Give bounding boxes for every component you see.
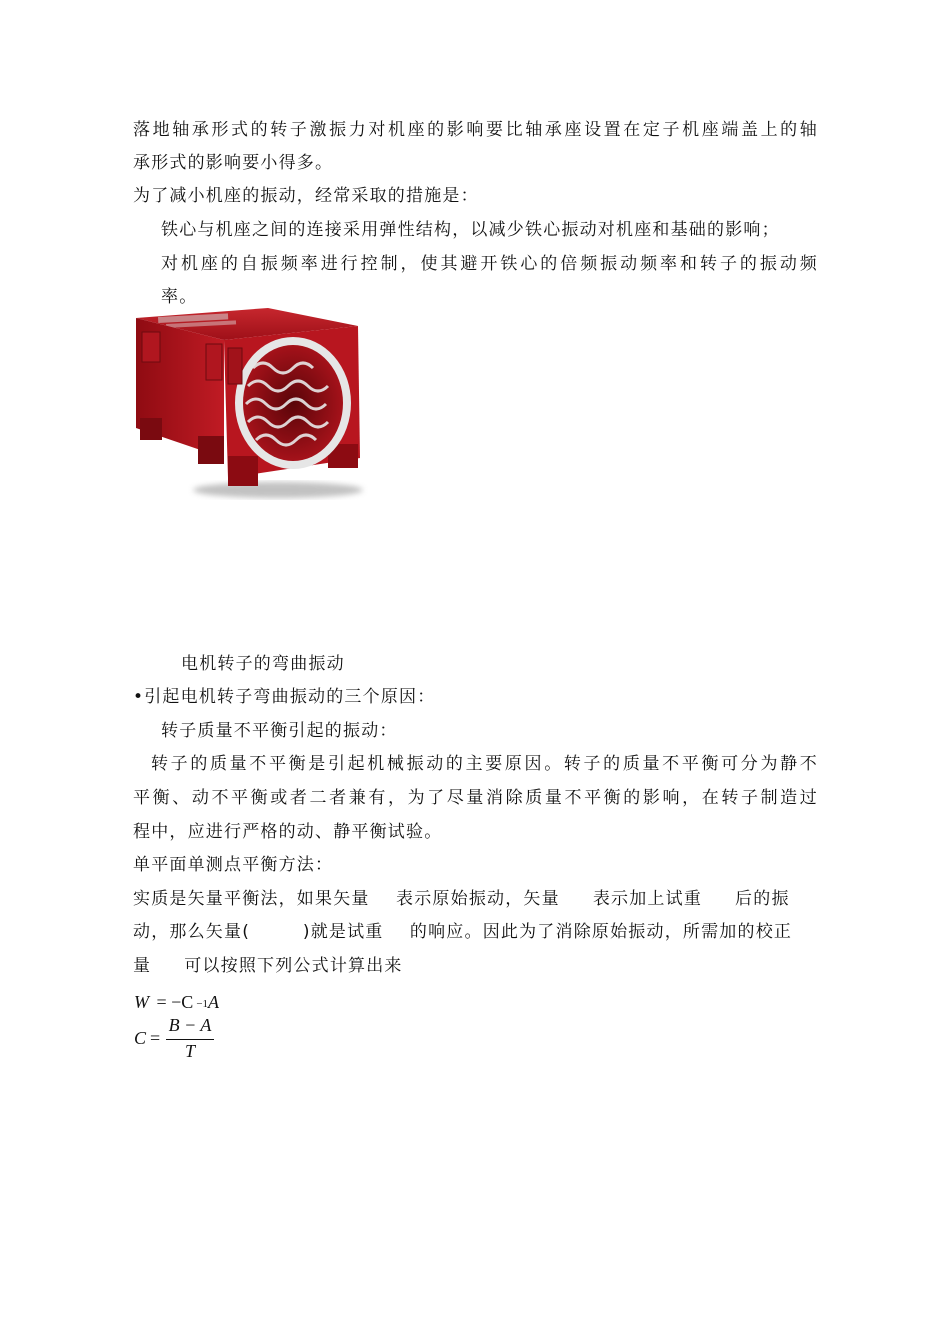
- paragraph-2: 为了减小机座的振动，经常采取的措施是：: [133, 186, 479, 206]
- paragraph-9-line-2: 动，那么矢量( )就是试重 的响应。因此为了消除原始振动，所需加的校正: [133, 922, 793, 942]
- section-heading: 电机转子的弯曲振动: [181, 654, 345, 674]
- paragraph-9-line-3: 量 可以按照下列公式计算出来: [133, 956, 403, 976]
- formula-1-left: W: [134, 992, 149, 1012]
- motor-frame-icon: [128, 308, 368, 500]
- formula-2-left: C: [134, 1028, 147, 1048]
- formula-2-numerator: B − A: [168, 1015, 212, 1035]
- paragraph-7-line-2: 平衡、动不平衡或者二者兼有，为了尽量消除质量不平衡的影响，在转子制造过: [133, 788, 818, 808]
- paragraph-9-line-1: 实质是矢量平衡法，如果矢量 表示原始振动，矢量 表示加上试重 后的振: [133, 889, 790, 909]
- formula-1-eq: = −C: [156, 992, 194, 1012]
- paragraph-1-line-1: 落地轴承形式的转子激振力对机座的影响要比轴承座设置在定子机座端盖上的轴: [133, 120, 818, 140]
- paragraph-3: 铁心与机座之间的连接采用弹性结构，以减少铁心振动对机座和基础的影响；: [161, 220, 780, 240]
- paragraph-7-line-3: 程中，应进行严格的动、静平衡试验。: [133, 822, 443, 842]
- paragraph-4-line-2: 率。: [161, 287, 198, 307]
- paragraph-1-line-2: 承形式的影响要小得多。: [133, 153, 334, 173]
- subheading: 转子质量不平衡引起的振动：: [161, 721, 398, 741]
- formula-1: [134, 992, 219, 1013]
- formula-1-right: A: [208, 992, 220, 1012]
- motor-frame-image: [128, 308, 368, 500]
- paragraph-7-line-1: 转子的质量不平衡是引起机械振动的主要原因。转子的质量不平衡可分为静不: [151, 754, 818, 774]
- formula-1-sup: −1: [196, 998, 209, 1010]
- formula-2-denominator: T: [184, 1041, 195, 1061]
- paragraph-8: 单平面单测点平衡方法：: [133, 855, 334, 875]
- bullet-item: •引起电机转子弯曲振动的三个原因：: [133, 687, 436, 707]
- paragraph-4-line-1: 对机座的自振频率进行控制，使其避开铁心的倍频振动频率和转子的振动频: [161, 254, 818, 274]
- formula-2-fraction-bar: [166, 1039, 214, 1040]
- formula-2-eq: =: [150, 1028, 161, 1048]
